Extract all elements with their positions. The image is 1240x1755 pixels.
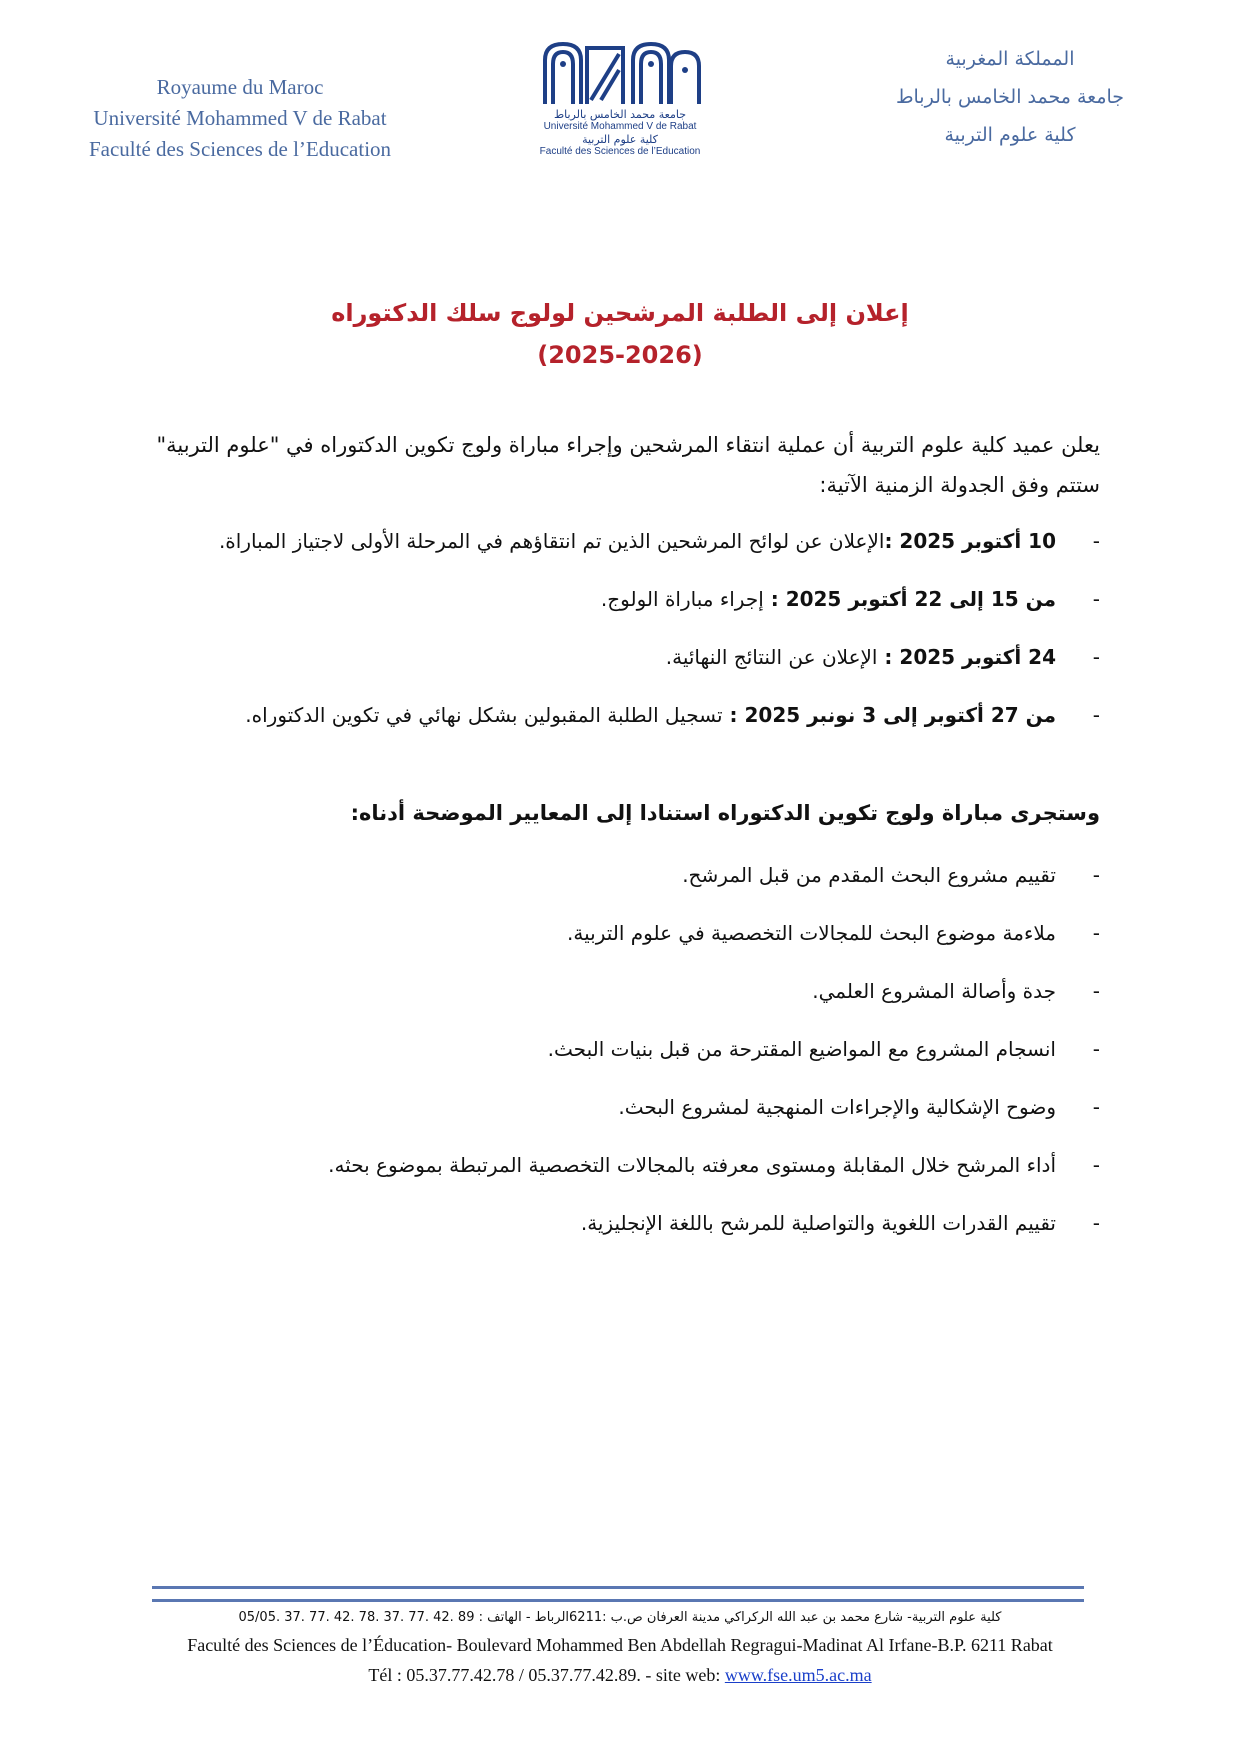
schedule-text: الإعلان عن النتائج النهائية. xyxy=(665,645,878,669)
schedule-separator: : xyxy=(763,587,786,611)
criteria-item xyxy=(150,973,1100,1009)
criteria-item xyxy=(150,1205,1100,1241)
logo-faculty-arabic: كلية علوم التربية xyxy=(582,133,658,146)
university-logo xyxy=(520,40,720,180)
logo-university-french: Université Mohammed V de Rabat xyxy=(543,121,697,132)
title-academic-year: (2025-2026) xyxy=(537,341,703,369)
criteria-item xyxy=(150,1147,1100,1183)
header-ar-line: جامعة محمد الخامس بالرباط xyxy=(895,86,1125,108)
footer-contact xyxy=(100,1660,1140,1690)
header-fr-line: Université Mohammed V de Rabat xyxy=(93,106,387,130)
header-fr-line: Royaume du Maroc xyxy=(156,75,324,99)
footer xyxy=(100,1606,1140,1690)
header-arabic xyxy=(840,40,1180,154)
criteria-item xyxy=(150,1031,1100,1067)
schedule-item xyxy=(150,523,1100,559)
title-line-1: إعلان إلى الطلبة المرشحين لولوج سلك الدكتوراه xyxy=(331,299,909,327)
schedule-date: من 27 أكتوبر إلى 3 نونبر 2025 xyxy=(744,703,1056,727)
schedule-item xyxy=(150,639,1100,675)
dash-marker: - xyxy=(1092,645,1100,669)
criteria-list xyxy=(150,857,1100,1241)
schedule-text: تسجيل الطلبة المقبولين بشكل نهائي في تكوين الدكتوراه. xyxy=(245,703,723,727)
header-french xyxy=(60,72,420,165)
header-fr-line: Faculté des Sciences de l’Education xyxy=(88,137,392,161)
schedule-item xyxy=(150,697,1100,733)
footer-address-arabic: كلية علوم التربية- شارع محمد بن عبد الله الركراكي مدينة العرفان ص.ب :6211الرباط - الهاتف : 89 .42 .77 .37 .78 .42 .77 .37 .05/05 xyxy=(238,1610,1002,1625)
criteria-text: أداء المرشح خلال المقابلة ومستوى معرفته بالمجالات التخصصية المرتبطة بموضوع بحثه. xyxy=(328,1153,1056,1177)
footer-divider xyxy=(152,1586,1084,1602)
schedule-text: إجراء مباراة الولوج. xyxy=(600,587,764,611)
site-link[interactable]: www.fse.um5.ac.ma xyxy=(724,1665,872,1685)
dash-marker: - xyxy=(1092,921,1100,945)
schedule-separator: : xyxy=(722,703,745,727)
schedule-separator: : xyxy=(877,645,900,669)
dash-marker: - xyxy=(1092,1211,1100,1235)
criteria-text: تقييم مشروع البحث المقدم من قبل المرشح. xyxy=(682,863,1056,887)
logo-faculty-french: Faculté des Sciences de l’Education xyxy=(539,146,701,157)
dash-marker: - xyxy=(1092,863,1100,887)
criteria-item xyxy=(150,857,1100,893)
footer-phone: Tél : 05.37.77.42.78 / 05.37.77.42.89. - site web: xyxy=(368,1665,725,1685)
university-emblem-icon xyxy=(535,40,705,108)
intro-paragraph: يعلن عميد كلية علوم التربية أن عملية انتقاء المرشحين وإجراء مباراة ولوج تكوين الدكتوراه في "علوم التربية" ستتم وفق الجدولة الزمنية الآتية: xyxy=(156,433,1100,497)
header-ar-line: كلية علوم التربية xyxy=(944,124,1076,146)
criteria-text: انسجام المشروع مع المواضيع المقترحة من قبل بنيات البحث. xyxy=(547,1037,1056,1061)
dash-marker: - xyxy=(1092,587,1100,611)
dash-marker: - xyxy=(1092,1037,1100,1061)
logo-university-arabic: جامعة محمد الخامس بالرباط xyxy=(553,108,687,121)
schedule-separator: : xyxy=(884,529,900,553)
dash-marker: - xyxy=(1092,979,1100,1003)
criteria-heading: وستجرى مباراة ولوج تكوين الدكتوراه استنادا إلى المعايير الموضحة أدناه: xyxy=(350,801,1100,825)
schedule-date: من 15 إلى 22 أكتوبر 2025 xyxy=(785,587,1056,611)
criteria-item xyxy=(150,915,1100,951)
schedule-date: 24 أكتوبر 2025 xyxy=(899,645,1056,669)
dash-marker: - xyxy=(1092,529,1100,553)
announcement-body xyxy=(150,425,1100,1263)
criteria-text: جدة وأصالة المشروع العلمي. xyxy=(812,979,1056,1003)
dash-marker: - xyxy=(1092,1153,1100,1177)
criteria-text: ملاءمة موضوع البحث للمجالات التخصصية في علوم التربية. xyxy=(567,921,1056,945)
criteria-text: وضوح الإشكالية والإجراءات المنهجية لمشروع البحث. xyxy=(618,1095,1056,1119)
dash-marker: - xyxy=(1092,1095,1100,1119)
criteria-text: تقييم القدرات اللغوية والتواصلية للمرشح باللغة الإنجليزية. xyxy=(580,1211,1056,1235)
schedule-item xyxy=(150,581,1100,617)
footer-address-french: Faculté des Sciences de l’Éducation- Boulevard Mohammed Ben Abdellah Regragui-Madinat Al Irfane-B.P. 6211 Rabat xyxy=(187,1635,1053,1655)
schedule-text: الإعلان عن لوائح المرشحين الذين تم انتقاؤهم في المرحلة الأولى لاجتياز المباراة. xyxy=(218,529,885,553)
dash-marker: - xyxy=(1092,703,1100,727)
criteria-item xyxy=(150,1089,1100,1125)
schedule-list xyxy=(150,523,1100,733)
announcement-title xyxy=(0,292,1240,376)
schedule-date: 10 أكتوبر 2025 xyxy=(899,529,1056,553)
header-ar-line: المملكة المغربية xyxy=(945,48,1075,70)
